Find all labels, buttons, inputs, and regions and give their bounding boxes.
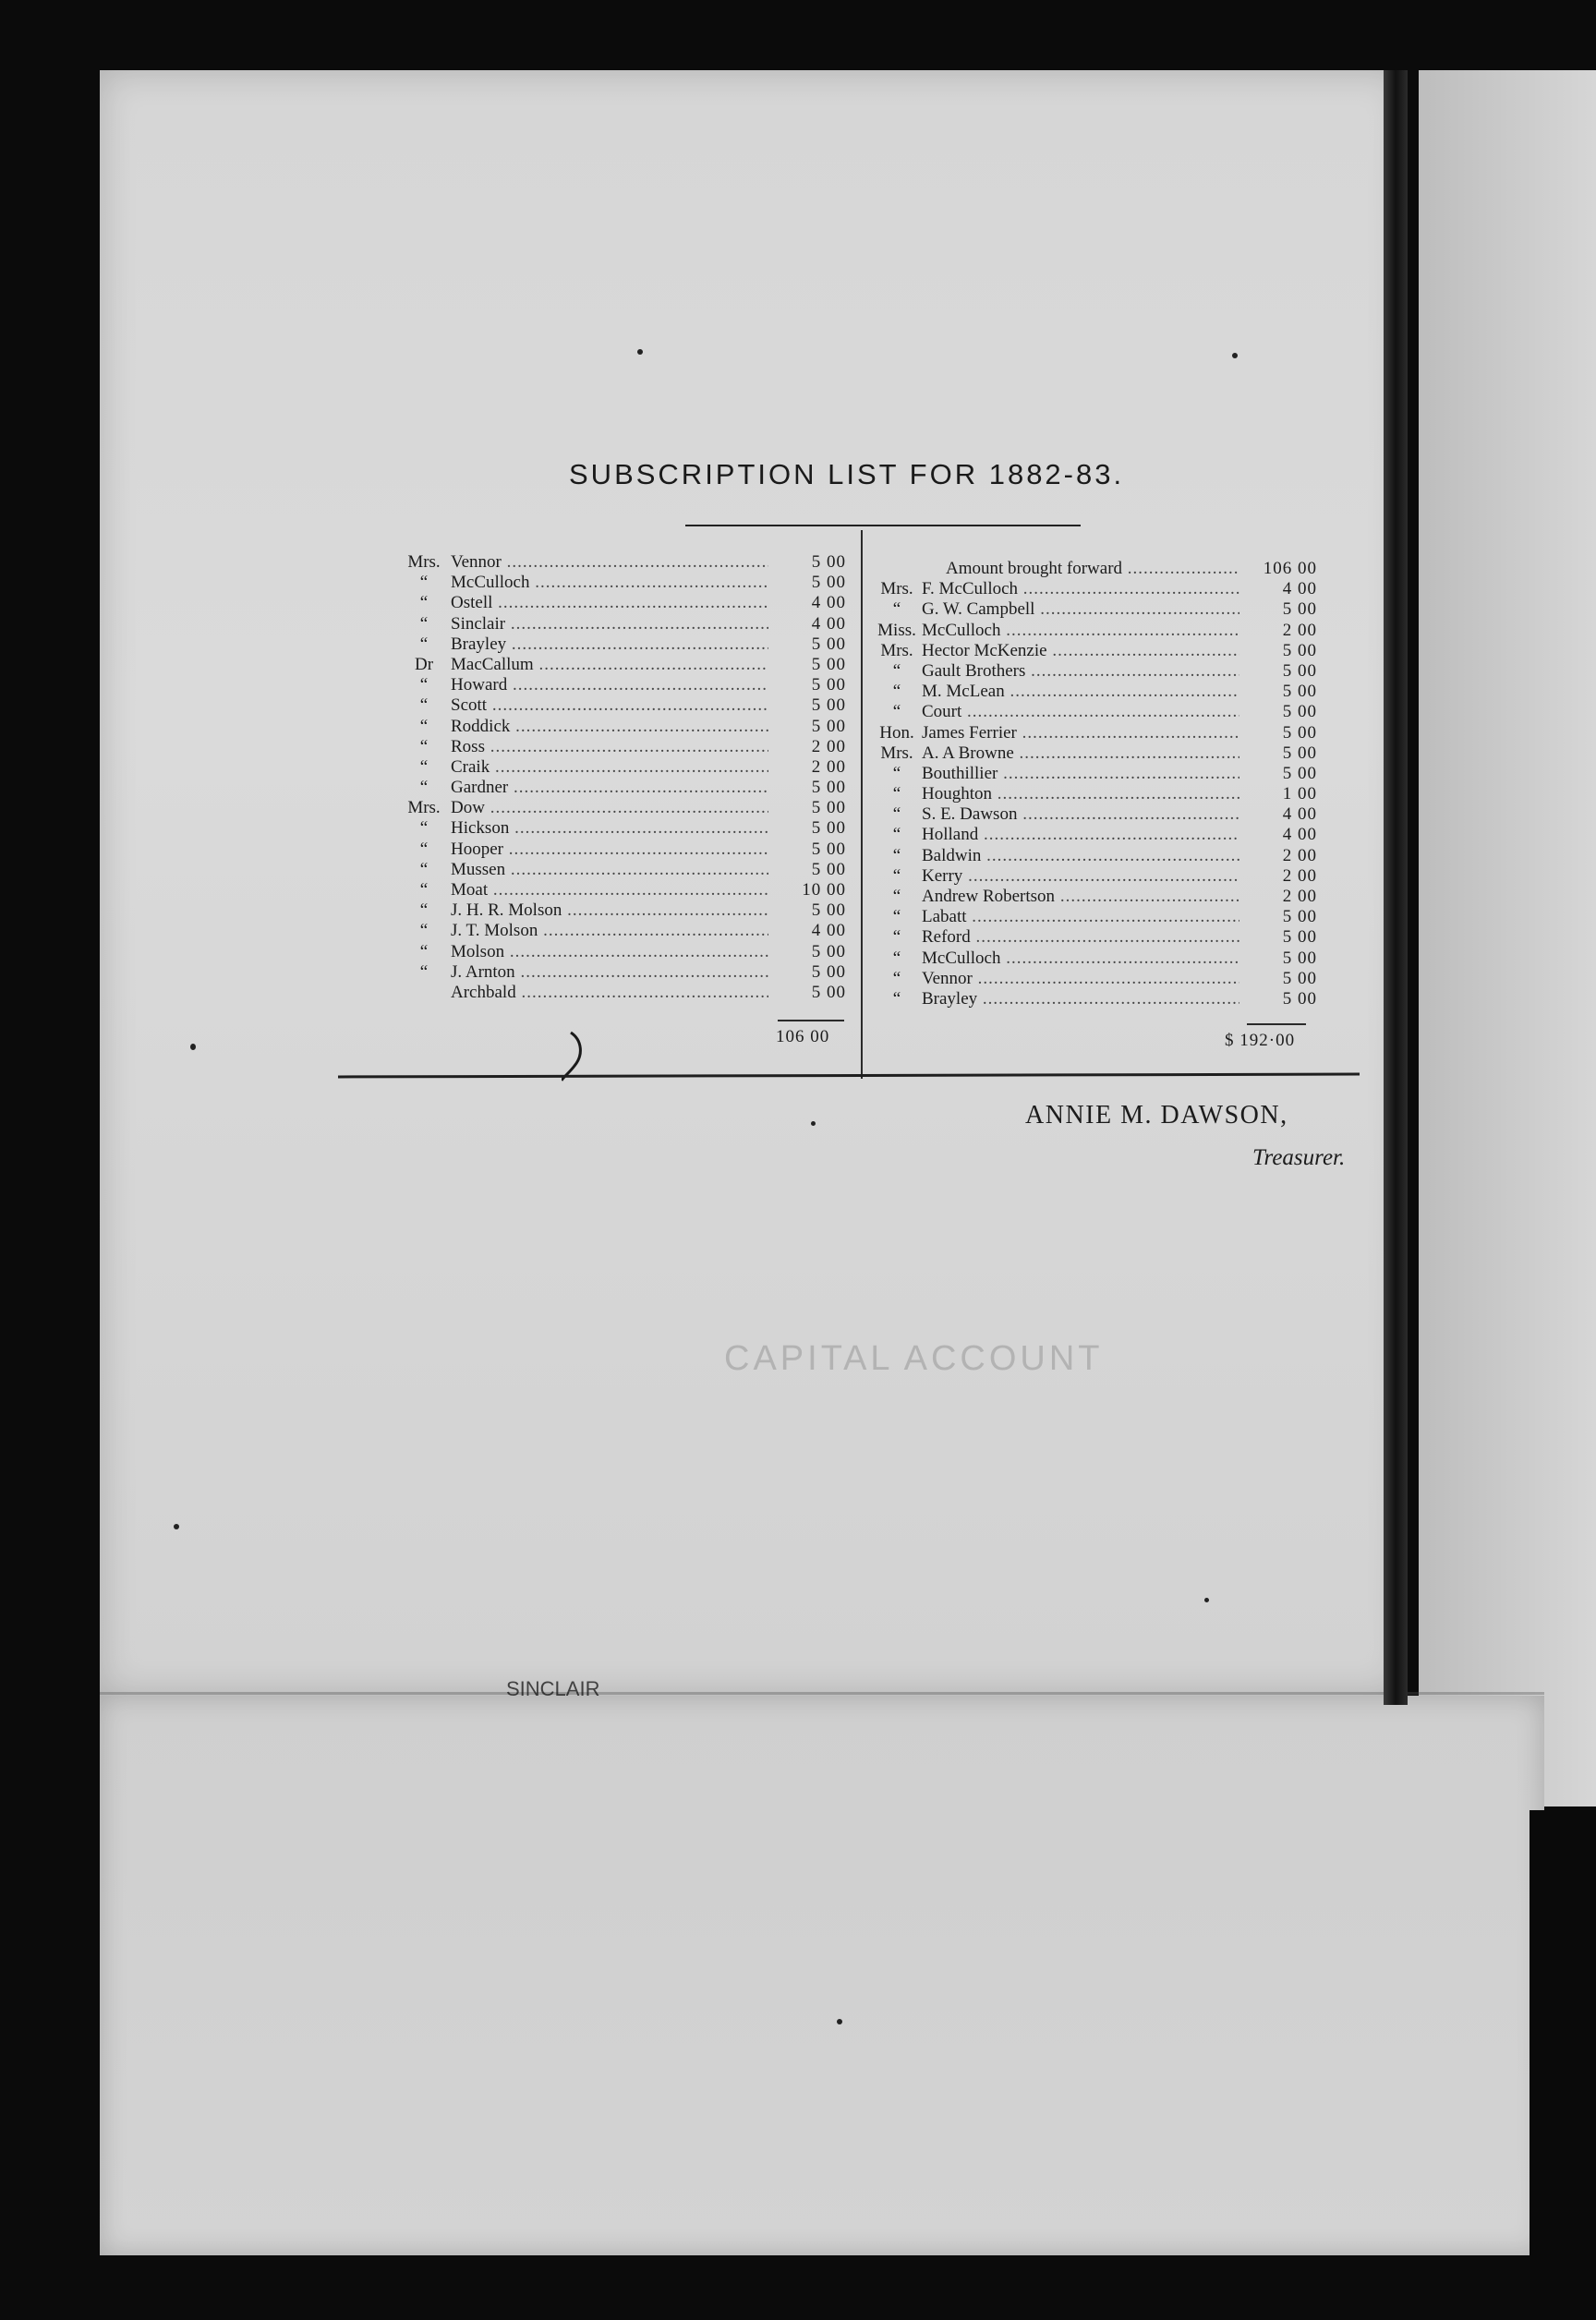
subscription-amount: 5 00 xyxy=(1282,599,1317,620)
subscriber-row xyxy=(872,702,1317,722)
title-prefix: “ xyxy=(419,695,429,716)
paper-speck xyxy=(190,1044,196,1050)
paper-speck xyxy=(637,349,643,355)
subscriber-name: G. W. Campbell ..... xyxy=(922,599,1239,620)
subscriber-name: Roddick ..... xyxy=(451,717,768,737)
scan-border xyxy=(1530,1810,1596,2320)
right-sum-rule xyxy=(1247,1023,1306,1025)
signatory-name: ANNIE M. DAWSON, xyxy=(1025,1101,1288,1130)
title-prefix: “ xyxy=(892,907,901,927)
title-prefix: “ xyxy=(892,702,901,722)
subscriber-row xyxy=(405,757,846,778)
title-prefix: “ xyxy=(419,756,429,777)
title-prefix: “ xyxy=(892,948,901,968)
subscriber-row xyxy=(872,846,1317,866)
subscriber-row xyxy=(872,764,1317,784)
subscriber-name: Bouthillier ..... xyxy=(922,764,1239,784)
subscriber-name: Labatt ..... xyxy=(922,907,1239,927)
title-prefix: Hon. xyxy=(879,722,914,743)
subscriber-row xyxy=(872,784,1317,804)
subscription-amount: 4 00 xyxy=(1282,804,1317,825)
subscription-amount: 2 00 xyxy=(1282,620,1317,640)
subscriber-name: M. McLean ..... xyxy=(922,682,1239,702)
subscriber-name: Gault Brothers ..... xyxy=(922,661,1239,682)
subscription-amount: 4 00 xyxy=(1282,579,1317,599)
bleed-through-word: SINCLAIR xyxy=(506,1677,600,1700)
paper-speck xyxy=(1232,353,1238,358)
subscription-amount: 5 00 xyxy=(811,552,846,572)
subscriber-row xyxy=(405,593,846,613)
grand-total: $ 192·00 xyxy=(1225,1031,1296,1050)
subscriber-row xyxy=(405,655,846,675)
subscription-amount: 5 00 xyxy=(811,634,846,654)
subscription-amount: 5 00 xyxy=(1282,702,1317,722)
subscription-amount: 2 00 xyxy=(811,756,846,777)
title-prefix: “ xyxy=(419,880,429,900)
title-prefix: “ xyxy=(892,845,901,865)
title-prefix: “ xyxy=(892,927,901,948)
subscriber-row xyxy=(405,614,846,634)
title-prefix: “ xyxy=(419,716,429,736)
title-prefix: “ xyxy=(419,613,429,634)
subscriber-row xyxy=(405,675,846,695)
subscriber-row xyxy=(405,552,846,573)
subscriber-name: Reford ..... xyxy=(922,927,1239,948)
subscription-amount: 1 00 xyxy=(1282,784,1317,804)
subscriber-name: Scott ..... xyxy=(451,695,768,716)
subscription-amount: 2 00 xyxy=(811,736,846,756)
paper-speck xyxy=(811,1121,816,1126)
subscriber-name: A. A Browne ..... xyxy=(922,743,1239,764)
page-spine-shadow xyxy=(1384,70,1408,1705)
subscriber-row xyxy=(405,983,846,1003)
title-prefix: “ xyxy=(419,573,429,593)
subscription-amount: 4 00 xyxy=(811,613,846,634)
subscription-amount: 5 00 xyxy=(811,716,846,736)
adjacent-page xyxy=(1419,70,1596,1806)
subscriber-row xyxy=(872,804,1317,825)
subscriber-name: Brayley ..... xyxy=(451,634,768,655)
subscription-amount: 5 00 xyxy=(811,818,846,839)
subscription-amount: 5 00 xyxy=(811,675,846,695)
subscription-amount: 2 00 xyxy=(1282,887,1317,906)
left-sum-rule xyxy=(778,1020,844,1021)
subscription-amount: 5 00 xyxy=(811,982,846,1002)
title-prefix: Mrs. xyxy=(880,579,913,599)
title-prefix: “ xyxy=(892,660,901,681)
subscriber-row xyxy=(872,723,1317,743)
subscriber-name: Howard ..... xyxy=(451,675,768,695)
left-column-total: 106 00 xyxy=(776,1027,830,1046)
subscription-amount: 5 00 xyxy=(811,654,846,674)
subscriber-name: Houghton ..... xyxy=(922,784,1239,804)
title-prefix: “ xyxy=(892,599,901,620)
subscriber-row xyxy=(872,743,1317,764)
folded-flap xyxy=(100,1696,1544,2255)
subscriber-name: Ostell ..... xyxy=(451,593,768,613)
title-prefix: Mrs. xyxy=(407,798,441,818)
subscription-amount: 5 00 xyxy=(1282,682,1317,702)
subscription-amount: 4 00 xyxy=(811,921,846,941)
subscriber-row xyxy=(405,921,846,941)
subscriber-row xyxy=(872,866,1317,887)
title-prefix: “ xyxy=(892,865,901,886)
brought-forward-row xyxy=(872,559,1317,579)
fold-line xyxy=(100,1692,1544,1695)
subscriber-row xyxy=(405,798,846,818)
subscriber-name: J. H. R. Molson ..... xyxy=(451,900,768,921)
subscriber-name: MacCallum ..... xyxy=(451,655,768,675)
subscriber-name: Molson ..... xyxy=(451,942,768,962)
title-prefix: “ xyxy=(419,961,429,982)
subscriber-name: Dow ..... xyxy=(451,798,768,818)
column-divider xyxy=(861,530,863,1079)
subscriber-name: Brayley ..... xyxy=(922,989,1239,1009)
subscriber-row xyxy=(405,778,846,798)
subscriber-name: Moat ..... xyxy=(451,880,768,900)
subscriber-name: Archbald ..... xyxy=(451,983,768,1003)
subscriber-name: S. E. Dawson ..... xyxy=(922,804,1239,825)
subscription-amount: 5 00 xyxy=(1282,968,1317,988)
subscriber-row xyxy=(872,825,1317,845)
subscription-amount: 2 00 xyxy=(1282,845,1317,865)
paper-speck xyxy=(837,2019,842,2024)
title-prefix: “ xyxy=(419,921,429,941)
subscriber-row xyxy=(405,860,846,880)
title-prefix: Dr xyxy=(414,654,434,674)
title-prefix: Mrs. xyxy=(880,640,913,660)
title-prefix: “ xyxy=(419,818,429,839)
subscription-amount: 5 00 xyxy=(1282,907,1317,927)
subscription-amount: 5 00 xyxy=(1282,988,1317,1009)
subscriber-name: J. T. Molson ..... xyxy=(451,921,768,941)
subscriber-name: F. McCulloch ..... xyxy=(922,579,1239,599)
subscriber-row xyxy=(405,717,846,737)
subscription-amount: 10 00 xyxy=(802,880,846,900)
subscription-amount: 4 00 xyxy=(811,593,846,613)
brought-forward-label: Amount brought forward ..... xyxy=(946,559,1239,579)
subscriber-name: McCulloch ..... xyxy=(922,949,1239,969)
subscriber-row xyxy=(872,989,1317,1009)
subscriber-name: Hooper ..... xyxy=(451,840,768,860)
title-prefix: “ xyxy=(419,593,429,613)
subscriber-row xyxy=(405,818,846,839)
subscriber-name: McCulloch ..... xyxy=(922,621,1239,641)
title-prefix: “ xyxy=(419,859,429,879)
subscriber-name: James Ferrier ..... xyxy=(922,723,1239,743)
title-prefix: “ xyxy=(892,784,901,804)
bleed-through-heading: CAPITAL ACCOUNT xyxy=(724,1339,1104,1378)
title-prefix: “ xyxy=(892,804,901,825)
subscriber-row xyxy=(405,840,846,860)
subscriber-name: Gardner ..... xyxy=(451,778,768,798)
title-prefix: “ xyxy=(892,682,901,702)
subscriber-row xyxy=(872,661,1317,682)
subscriber-name: J. Arnton ..... xyxy=(451,962,768,983)
subscriber-row xyxy=(405,737,846,757)
brought-forward-amount: 106 00 xyxy=(1263,559,1317,578)
title-prefix: “ xyxy=(419,839,429,859)
title-prefix: “ xyxy=(892,825,901,845)
subscription-amount: 5 00 xyxy=(1282,927,1317,948)
subscriber-row xyxy=(872,969,1317,989)
subscriber-row xyxy=(405,634,846,655)
subscriber-name: Craik ..... xyxy=(451,757,768,778)
subscriber-row xyxy=(872,599,1317,620)
subscriber-name: Hickson ..... xyxy=(451,818,768,839)
subscriber-row xyxy=(405,962,846,983)
subscriber-row xyxy=(405,900,846,921)
subscriber-name: Kerry ..... xyxy=(922,866,1239,887)
subscriber-row xyxy=(872,907,1317,927)
subscription-amount: 5 00 xyxy=(811,798,846,818)
subscriber-row xyxy=(872,949,1317,969)
subscription-amount: 2 00 xyxy=(1282,865,1317,886)
subscriber-name: Court ..... xyxy=(922,702,1239,722)
title-prefix: “ xyxy=(419,634,429,654)
subscription-amount: 5 00 xyxy=(811,941,846,961)
subscriber-row xyxy=(872,682,1317,702)
title-prefix: “ xyxy=(419,900,429,921)
subscriber-name: Hector McKenzie ..... xyxy=(922,641,1239,661)
title-prefix: “ xyxy=(419,941,429,961)
subscription-amount: 4 00 xyxy=(1282,825,1317,845)
subscriber-list-right xyxy=(872,559,1317,1009)
subscription-amount: 5 00 xyxy=(811,859,846,879)
signatory-role: Treasurer. xyxy=(1252,1145,1346,1170)
subscription-amount: 5 00 xyxy=(811,778,846,798)
title-prefix: “ xyxy=(892,988,901,1009)
subscriber-row xyxy=(872,641,1317,661)
title-rule xyxy=(685,525,1081,526)
subscription-amount: 5 00 xyxy=(1282,763,1317,783)
subscriber-row xyxy=(872,621,1317,641)
subscription-amount: 5 00 xyxy=(811,839,846,859)
subscriber-row xyxy=(405,695,846,716)
title-prefix: “ xyxy=(419,736,429,756)
subscription-amount: 5 00 xyxy=(811,573,846,593)
title-prefix: Mrs. xyxy=(880,743,913,763)
subscriber-name: Mussen ..... xyxy=(451,860,768,880)
subscriber-row xyxy=(405,880,846,900)
subscription-amount: 5 00 xyxy=(811,900,846,921)
subscriber-name: Holland ..... xyxy=(922,825,1239,845)
subscriber-row xyxy=(872,579,1317,599)
subscriber-name: Sinclair ..... xyxy=(451,614,768,634)
subscription-amount: 5 00 xyxy=(1282,660,1317,681)
subscriber-name: Vennor ..... xyxy=(451,552,768,573)
title-prefix: “ xyxy=(419,778,429,798)
subscription-amount: 5 00 xyxy=(811,695,846,716)
title-prefix: “ xyxy=(892,968,901,988)
paper-speck xyxy=(174,1524,179,1529)
subscriber-row xyxy=(872,887,1317,907)
subscriber-row xyxy=(872,927,1317,948)
title-prefix: “ xyxy=(892,763,901,783)
subscription-amount: 5 00 xyxy=(1282,743,1317,763)
subscriber-row xyxy=(405,942,846,962)
subscription-amount: 5 00 xyxy=(1282,722,1317,743)
subscription-amount: 5 00 xyxy=(1282,640,1317,660)
subscriber-name: Ross ..... xyxy=(451,737,768,757)
title-prefix: “ xyxy=(419,675,429,695)
paper-speck xyxy=(1204,1598,1209,1602)
subscriber-name: Andrew Robertson ..... xyxy=(922,887,1239,907)
title-prefix: Mrs. xyxy=(407,552,441,572)
subscriber-row xyxy=(405,573,846,593)
page-title: SUBSCRIPTION LIST FOR 1882-83. xyxy=(569,458,1125,490)
title-prefix: “ xyxy=(892,887,901,906)
title-prefix: Miss. xyxy=(877,620,916,640)
subscription-amount: 5 00 xyxy=(811,961,846,982)
subscriber-name: Baldwin ..... xyxy=(922,846,1239,866)
subscription-amount: 5 00 xyxy=(1282,948,1317,968)
subscriber-name: McCulloch ..... xyxy=(451,573,768,593)
subscriber-list-left xyxy=(405,552,846,1003)
subscriber-name: Vennor ..... xyxy=(922,969,1239,989)
